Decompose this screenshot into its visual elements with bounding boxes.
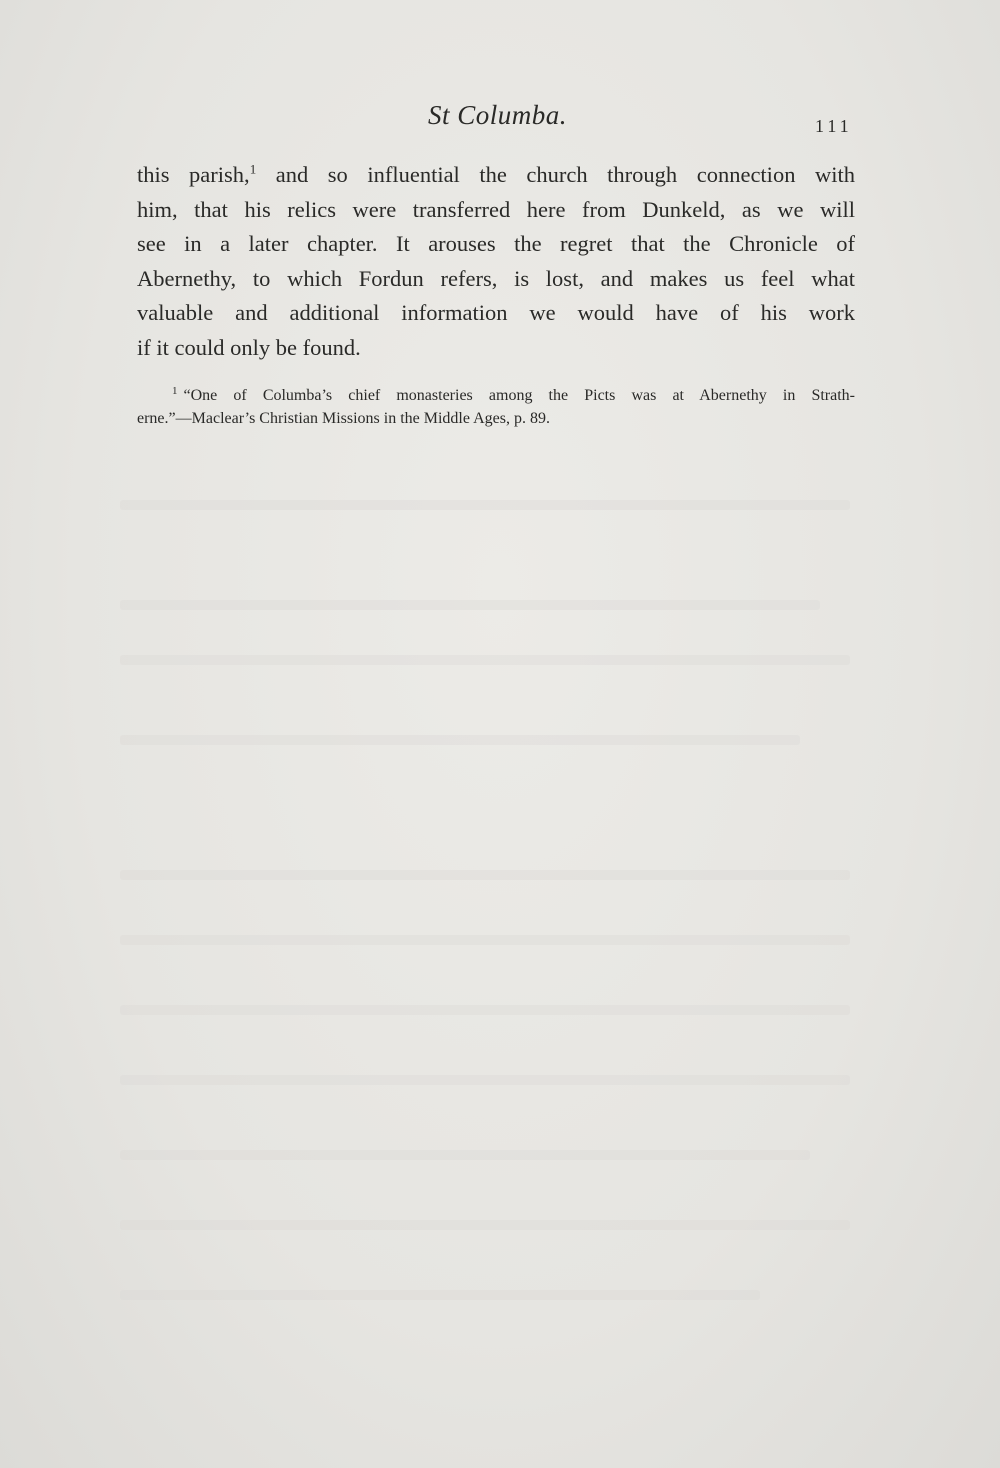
bleed-through	[120, 870, 850, 880]
bleed-through	[120, 1005, 850, 1015]
bleed-through	[120, 935, 850, 945]
bleed-through	[120, 655, 850, 665]
footnote-text: “One of Columba’s chief monasteries among the Picts was at Abernethy in Strath-	[183, 387, 855, 404]
footnote-line	[137, 384, 855, 407]
footnote	[137, 384, 855, 430]
bleed-through	[120, 500, 850, 510]
text-segment: and so influential the church through connection with	[256, 162, 855, 187]
text-line: him, that his relics were transferred here from Dunkeld, as we will	[137, 196, 855, 222]
text-line: valuable and additional information we would have of his work	[137, 300, 855, 325]
bleed-through	[120, 735, 800, 745]
bleed-through	[120, 1220, 850, 1230]
footnote-reference: 1	[249, 161, 257, 177]
running-title: St Columba.	[428, 100, 568, 130]
bleed-through	[120, 1075, 850, 1085]
text-line	[137, 158, 855, 193]
footnote-marker: 1	[172, 384, 178, 397]
page-number: 111	[815, 116, 853, 136]
text-segment: this parish,	[137, 162, 250, 187]
bleed-through	[120, 1150, 810, 1160]
bleed-through	[120, 1290, 760, 1300]
text-line: Abernethy, to which Fordun refers, is lost, and makes us feel what	[137, 265, 855, 291]
footnote-line: erne.”—Maclear’s Christian Missions in the Middle Ages, p. 89.	[137, 410, 550, 427]
bleed-through	[120, 600, 820, 610]
text-line: if it could only be found.	[137, 334, 361, 360]
running-head	[0, 100, 1000, 140]
text-line: see in a later chapter. It arouses the regret that the Chronicle of	[137, 231, 855, 256]
body-paragraph	[137, 158, 855, 365]
